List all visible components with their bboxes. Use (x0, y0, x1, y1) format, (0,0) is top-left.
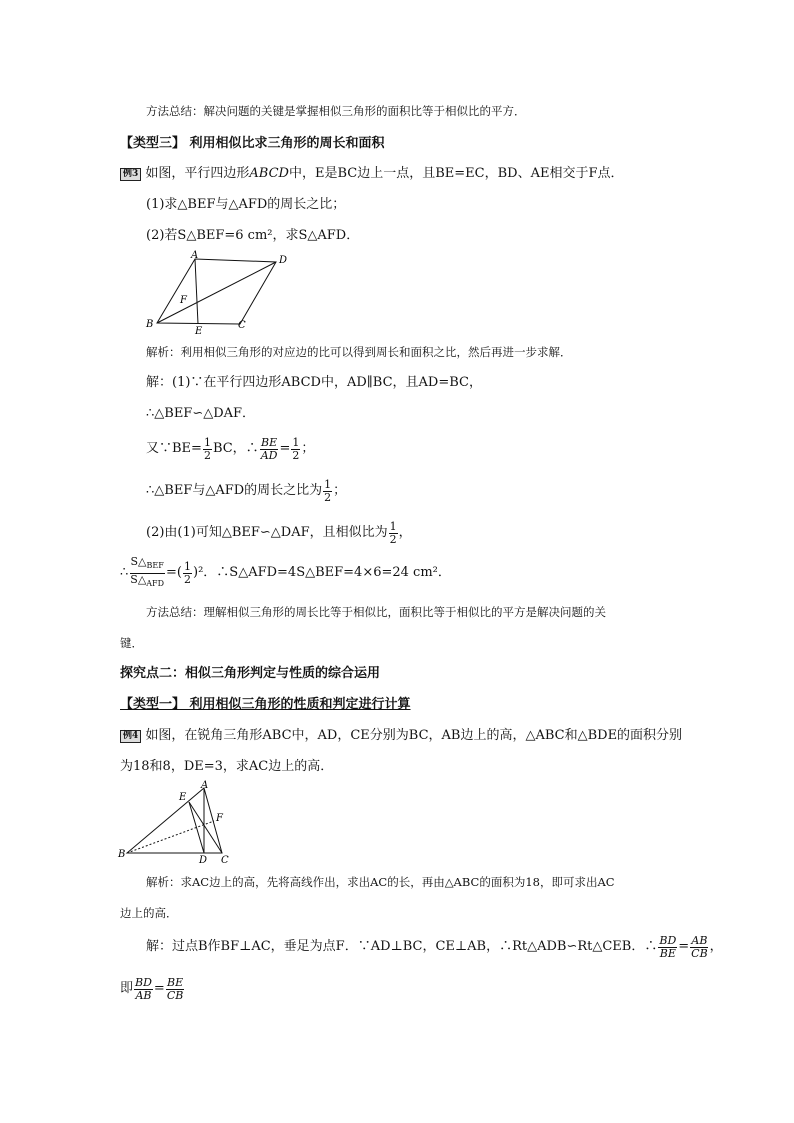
example3-solution-3: 又∵BE= $\frac{1}{2}$ BC，∴ $\frac{BE}{AD}$ = $\frac{1}{2}$ ； (146, 435, 315, 462)
example3-solution-4: ∴△BEF与△AFD的周长之比为 $\frac{1}{2}$ ； (146, 477, 347, 504)
example4-solution-2: 即 $\frac{BD}{AB}$ = $\frac{BE}{CB}$ (120, 975, 184, 1002)
triangle-figure (115, 780, 245, 865)
example4-analysis-2: 边上的高． (120, 906, 178, 920)
example4-solution-1-text: 解：过点B作BF⊥AC，垂足为点F．∵AD⊥BC，CE⊥AB，∴Rt△ADB∽Rt△CEB．∴ (146, 939, 658, 954)
segment-ae (195, 259, 198, 324)
fraction-area-ratio: $\frac{S\triangle_{BEF}}{S\triangle_{AFD}}$ (130, 555, 165, 588)
type3-heading (120, 135, 385, 153)
example3-solution-6-tail: ²．∴S△AFD=4S△BEF=4×6=24 cm²． (198, 565, 451, 580)
example4-solution-2-prefix: 即 (120, 981, 134, 996)
label-A: A (191, 250, 199, 261)
explore2-heading: 探究点二：相似三角形判定与性质的综合运用 (120, 666, 381, 681)
label-F: F (180, 295, 187, 306)
fraction-bd-be: $\frac{BD}{BE}$ (659, 933, 677, 960)
example3-solution-3b: BC，∴ (212, 441, 259, 456)
label-B: B (146, 319, 154, 330)
example3-stem-prefix: 如图，平行四边形 (145, 166, 250, 181)
fraction-be-ad: $\frac{BE}{AD}$ (260, 435, 278, 462)
method-summary-2: 方法总结：理解相似三角形的周长比等于相似比，面积比等于相似比的平方是解决问题的关 (146, 605, 606, 619)
fig4-label-D: D (199, 855, 208, 865)
parallelogram-figure (140, 250, 300, 335)
example3-analysis: 解析：利用相似三角形的对应边的比可以得到周长和面积之比，然后再进一步求解． (146, 345, 572, 359)
fraction-one-half: $\frac{1}{2}$ (203, 435, 211, 462)
altitude-bf-dashed (127, 821, 214, 853)
fig4-label-F: F (216, 813, 223, 824)
type3-heading-text: 【类型三】 利用相似比求三角形的周长和面积 (120, 136, 385, 151)
example3-solution-4-text: ∴△BEF与△AFD的周长之比为 (146, 483, 323, 498)
fig4-label-B: B (118, 849, 126, 860)
example4-stem-2: 为18和8，DE=3，求AC边上的高． (120, 759, 334, 774)
example3-solution-1: 解：(1)∵在平行四边形ABCD中，AD∥BC，且AD=BC， (146, 375, 482, 390)
example4-analysis-1: 解析：求AC边上的高，先将高线作出，求出AC的长，再由△ABC的面积为18，即可求出AC (146, 875, 615, 889)
fig4-label-C: C (221, 855, 229, 865)
method-summary-2-cont: 键． (120, 636, 143, 650)
type1-heading-text: 【类型一】 利用相似三角形的性质和判定进行计算 (120, 697, 411, 712)
example4-solution-1: 解：过点B作BF⊥AC，垂足为点F．∵AD⊥BC，CE⊥AB，∴Rt△ADB∽Rt△CEB．∴ $\frac{BD}{BE}$ = $\frac{AB}{CB}$ ， (146, 933, 723, 960)
example3-solution-3a: 又∵BE= (146, 441, 202, 456)
fig4-label-A: A (201, 780, 209, 791)
example3-solution-5-text: (2)由(1)可知△BEF∽△DAF，且相似比为 (146, 525, 388, 540)
fraction-be-cb: $\frac{BE}{CB}$ (166, 975, 184, 1002)
fraction-similarity-ratio: $\frac{1}{2}$ (389, 519, 397, 546)
label-E: E (195, 326, 203, 335)
fraction-one-half-2: $\frac{1}{2}$ (292, 435, 300, 462)
example3-stem: 例3 如图，平行四边形ABCD中，E是BC边上一点，且BE=EC，BD、AE相交于F点． (120, 165, 623, 183)
fig4-label-E: E (179, 792, 187, 803)
example3-solution-2: ∴△BEF∽△DAF． (146, 406, 256, 421)
segment-ed (189, 802, 204, 853)
label-C: C (238, 320, 246, 331)
example3-solution-6: ∴ $\frac{S\triangle_{BEF}}{S\triangle_{AFD}}$ =( $\frac{1}{2}$ ) ²．∴S△AFD=4S△BEF=4×6=24 cm²． (120, 555, 451, 588)
fraction-perimeter-ratio: $\frac{1}{2}$ (324, 477, 332, 504)
fraction-half-squared: $\frac{1}{2}$ (184, 559, 191, 586)
altitude-ce (189, 802, 222, 853)
example4-stem-1 (120, 727, 682, 745)
type1-heading (120, 696, 411, 714)
method-summary-1: 方法总结：解决问题的关键是掌握相似三角形的面积比等于相似比的平方． (146, 104, 526, 118)
example4-stem-1-text: 如图，在锐角三角形ABC中，AD，CE分别为BC，AB边上的高，△ABC和△BDE的面积分别 (145, 728, 683, 743)
example3-q2: (2)若S△BEF=6 cm²，求S△AFD． (146, 228, 360, 243)
example3-stem-rest: 中，E是BC边上一点，且BE=EC，BD、AE相交于F点． (288, 166, 624, 181)
fraction-bd-ab: $\frac{BD}{AB}$ (135, 975, 152, 1002)
fraction-ab-cb: $\frac{AB}{CB}$ (691, 933, 708, 960)
triangle-abc (127, 788, 222, 853)
example3-solution-5: (2)由(1)可知△BEF∽△DAF，且相似比为 $\frac{1}{2}$ ， (146, 519, 412, 546)
example4-tag: 例4 (120, 730, 141, 743)
example3-q1: (1)求△BEF与△AFD的周长之比； (146, 197, 346, 212)
label-D: D (279, 255, 288, 266)
example3-tag: 例3 (120, 168, 141, 181)
